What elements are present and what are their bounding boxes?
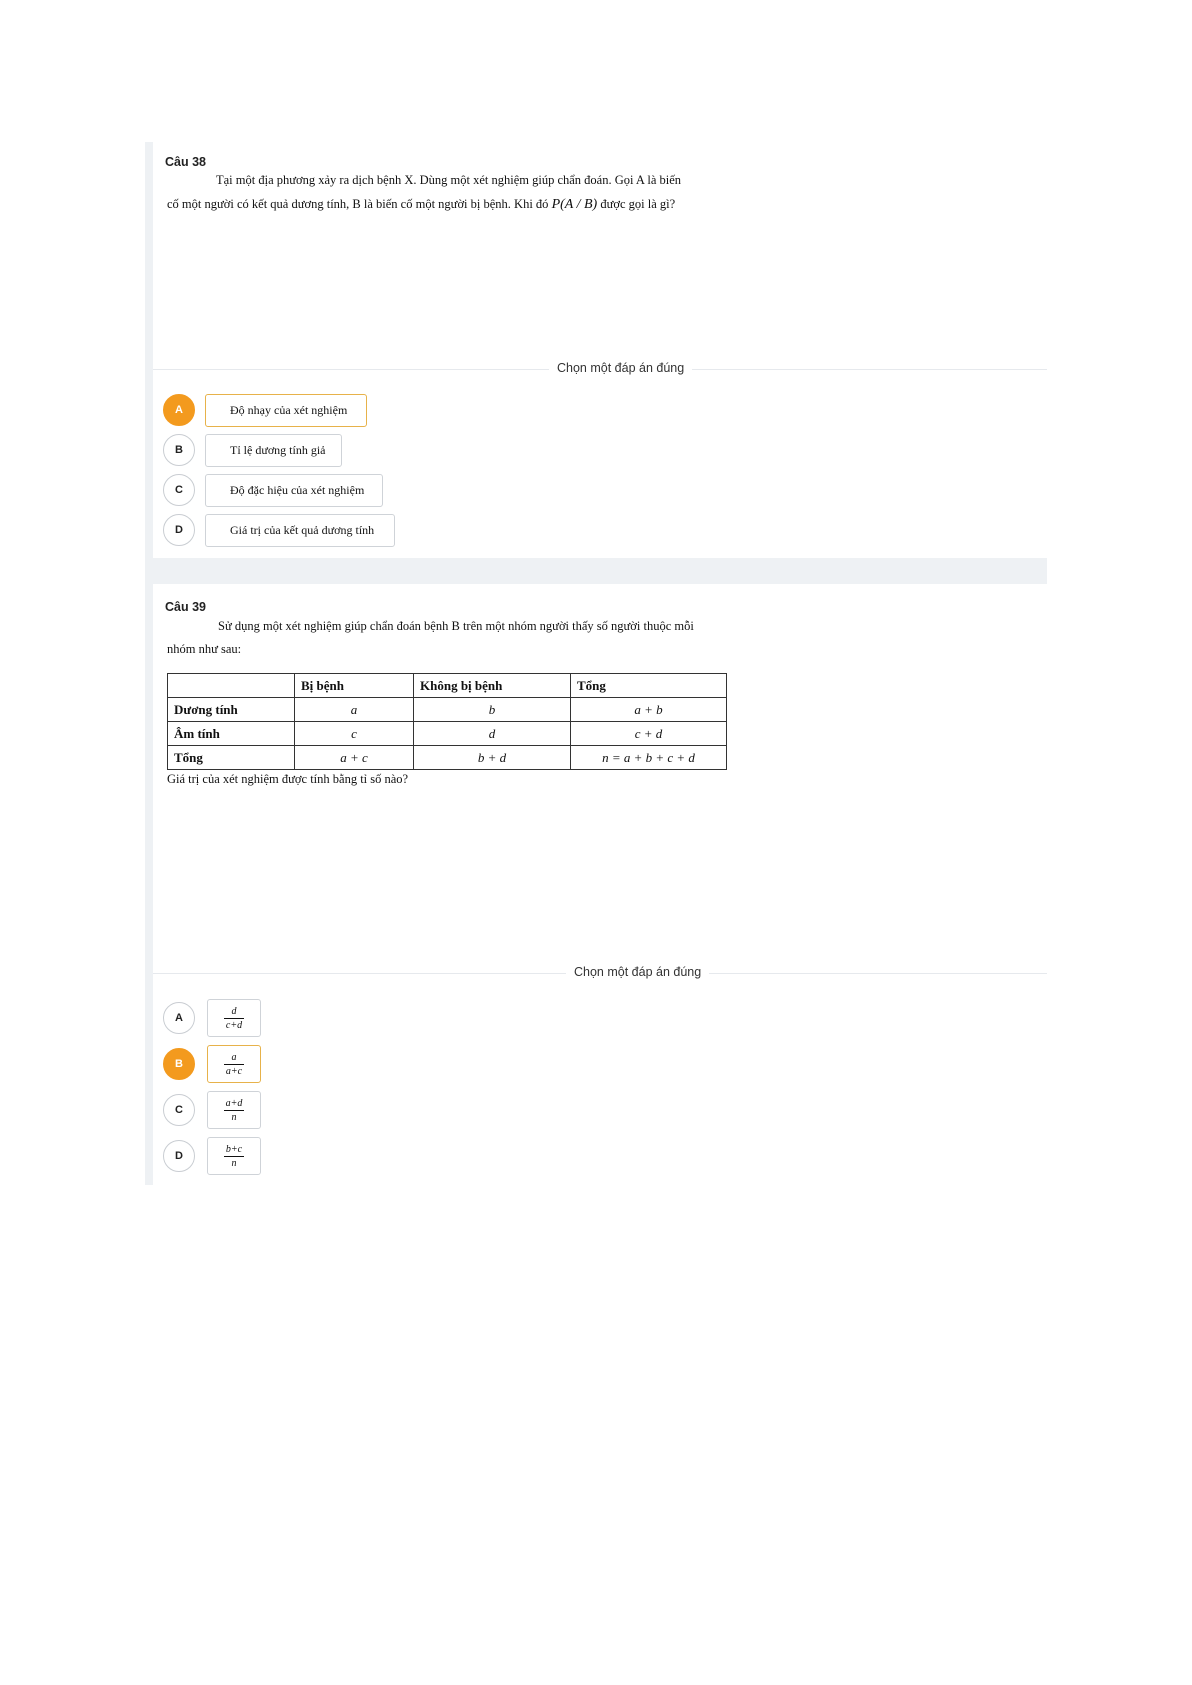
option-c-radio[interactable]: C (163, 1094, 195, 1126)
question-text-line-2: nhóm như sau: (167, 642, 242, 656)
table-cell: a + c (295, 746, 414, 770)
table-row-header: Tổng (168, 746, 295, 770)
question-number: Câu 38 (165, 155, 206, 169)
fraction (224, 1144, 244, 1169)
table-cell: b (414, 698, 571, 722)
option-b-radio[interactable]: B (163, 434, 195, 466)
question-text-line-2 (167, 197, 675, 213)
option-b-answer[interactable] (207, 1045, 261, 1083)
table-row-header: Âm tính (168, 722, 295, 746)
fraction-denominator: a+c (225, 1065, 243, 1077)
table-cell: n = a + b + c + d (571, 746, 727, 770)
option-a-answer[interactable] (207, 999, 261, 1037)
option-a-radio[interactable]: A (163, 394, 195, 426)
fraction-numerator: a (231, 1051, 237, 1063)
option-a-answer[interactable]: Độ nhạy của xét nghiệm (205, 394, 367, 427)
fraction (224, 1098, 245, 1123)
answer-divider-label: Chọn một đáp án đúng (566, 965, 709, 979)
table-header-row (168, 674, 727, 698)
fraction-denominator: n (231, 1157, 237, 1169)
table-cell: c (295, 722, 414, 746)
fraction-bar (224, 1156, 244, 1157)
option-b-radio[interactable]: B (163, 1048, 195, 1080)
table-cell: b + d (414, 746, 571, 770)
question-card-38 (153, 142, 1047, 558)
fraction-bar (224, 1018, 244, 1019)
table-header-cell: Không bị bệnh (414, 674, 571, 698)
question-text-part-1: cố một người có kết quả dương tính, B là biến cố một người bị bệnh. Khi đó (167, 197, 549, 211)
table-row (168, 746, 727, 770)
question-prompt: Giá trị của xét nghiệm được tính bằng tỉ số nào? (167, 772, 409, 786)
fraction (224, 1006, 244, 1031)
table-cell: a (295, 698, 414, 722)
option-c-answer[interactable]: Độ đặc hiệu của xét nghiệm (205, 474, 383, 507)
option-d-radio[interactable]: D (163, 514, 195, 546)
option-b-answer[interactable]: Tỉ lệ dương tính giả (205, 434, 342, 467)
table-cell: d (414, 722, 571, 746)
option-d-radio[interactable]: D (163, 1140, 195, 1172)
option-c-radio[interactable]: C (163, 474, 195, 506)
data-table (167, 673, 727, 770)
fraction (224, 1052, 244, 1077)
table-header-cell: Bị bệnh (295, 674, 414, 698)
fraction-denominator: n (231, 1111, 237, 1123)
answer-divider-label: Chọn một đáp án đúng (549, 361, 692, 375)
fraction-bar (224, 1110, 245, 1111)
table-row (168, 698, 727, 722)
fraction-bar (224, 1064, 244, 1065)
fraction-numerator: d (231, 1005, 237, 1017)
option-d-answer[interactable]: Giá trị của kết quả dương tính (205, 514, 395, 547)
question-card-39 (153, 584, 1047, 1185)
table-row (168, 722, 727, 746)
option-d-answer[interactable] (207, 1137, 261, 1175)
question-text-part-2: được gọi là gì? (600, 197, 676, 211)
math-expression: P(A / B) (551, 197, 598, 212)
table-header-cell: Tổng (571, 674, 727, 698)
option-c-answer[interactable] (207, 1091, 261, 1129)
table-cell: c + d (571, 722, 727, 746)
table-header-cell (168, 674, 295, 698)
fraction-denominator: c+d (225, 1019, 243, 1031)
option-a-radio[interactable]: A (163, 1002, 195, 1034)
question-text-line-1: Tại một địa phương xảy ra dịch bệnh X. Dùng một xét nghiệm giúp chẩn đoán. Gọi A là biến (216, 173, 682, 187)
table-row-header: Dương tính (168, 698, 295, 722)
question-number: Câu 39 (165, 600, 206, 614)
table-cell: a + b (571, 698, 727, 722)
fraction-numerator: b+c (225, 1143, 243, 1155)
fraction-numerator: a+d (225, 1097, 243, 1109)
question-text-line-1: Sử dụng một xét nghiệm giúp chẩn đoán bệnh B trên một nhóm người thấy số người thuộc mỗi (218, 619, 694, 633)
